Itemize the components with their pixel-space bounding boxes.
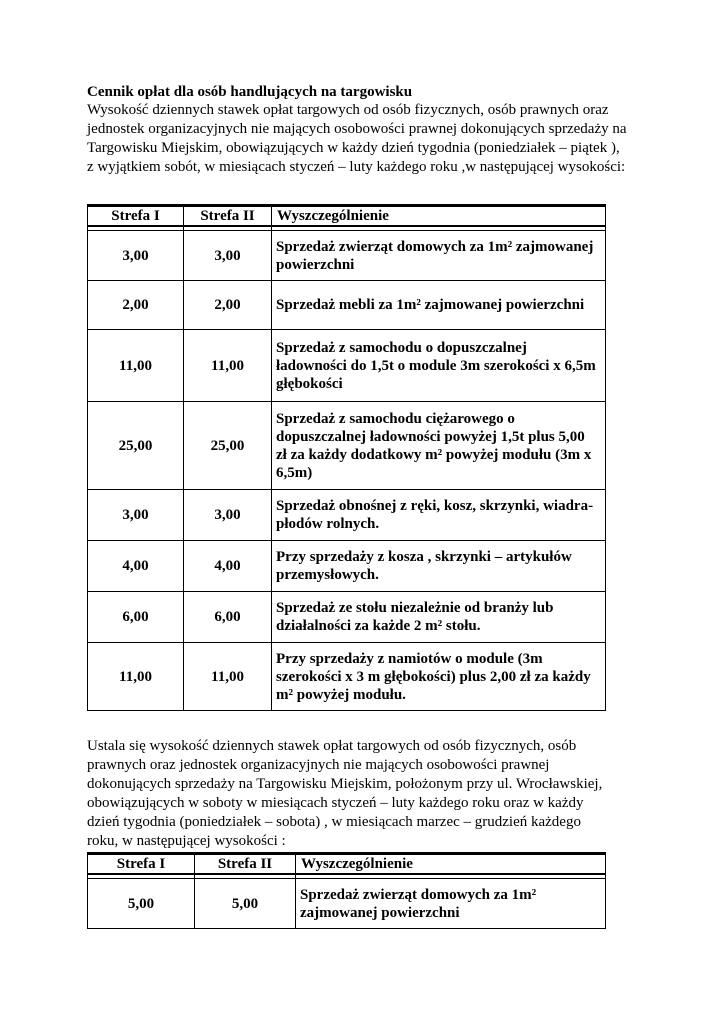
- table-row: [88, 281, 606, 330]
- fee-table-weekends: [87, 852, 606, 929]
- header-description: Wyszczególnienie: [296, 854, 606, 875]
- fee-description: Sprzedaż obnośnej z ręki, kosz, skrzynki, wiadra- płodów rolnych.: [272, 490, 606, 541]
- header-zone-1: Strefa I: [88, 854, 195, 875]
- table-row: [88, 879, 606, 929]
- table-row: [88, 330, 606, 402]
- table-row: [88, 643, 606, 711]
- second-intro-paragraph: Ustala się wysokość dziennych stawek opłat targowych od osób fizycznych, osób prawnych oraz jednostek organizacyjnych nie mających osobowości prawnej dokonujących sprzedaży na Targowisku Miejskim, położonym przy ul. Wrocławskiej, obowiązujących w soboty w miesiącach styczeń – luty każdego roku oraz w każdy dzień tygodnia (poniedziałek – sobota) , w miesiącach marzec – grudzień każdego roku, w następującej wysokości :: [87, 738, 603, 849]
- zone-2-price: 6,00: [184, 592, 272, 643]
- zone-2-price: 25,00: [184, 402, 272, 490]
- zone-1-price: 3,00: [88, 490, 184, 541]
- fee-description: Sprzedaż zwierząt domowych za 1m² zajmowanej powierzchni: [272, 231, 606, 281]
- zone-1-price: 11,00: [88, 330, 184, 402]
- zone-2-price: 2,00: [184, 281, 272, 330]
- table-row: [88, 592, 606, 643]
- table-header-row: [88, 206, 606, 227]
- zone-1-price: 2,00: [88, 281, 184, 330]
- zone-2-price: 3,00: [184, 490, 272, 541]
- fee-description: Sprzedaż z samochodu o dopuszczalnej ładowności do 1,5t o module 3m szerokości x 6,5m głębokości: [272, 330, 606, 402]
- zone-2-price: 11,00: [184, 330, 272, 402]
- document-title: Cennik opłat dla osób handlujących na targowisku: [87, 84, 413, 100]
- table-row: [88, 490, 606, 541]
- intro-paragraph: Wysokość dziennych stawek opłat targowych od osób fizycznych, osób prawnych oraz jednostek organizacyjnych nie mających osobowości prawnej dokonujących sprzedaży na Targowisku Miejskim, obowiązujących w każdy dzień tygodnia (poniedziałek – piątek ), z wyjątkiem sobót, w miesiącach styczeń – luty każdego roku ,w następującej wysokości:: [87, 102, 627, 175]
- table-row: [88, 541, 606, 592]
- header-zone-2: Strefa II: [195, 854, 296, 875]
- fee-description: Przy sprzedaży z kosza , skrzynki – artykułów przemysłowych.: [272, 541, 606, 592]
- header-description: Wyszczególnienie: [272, 206, 606, 227]
- fee-description: Sprzedaż z samochodu ciężarowego o dopuszczalnej ładowności powyżej 1,5t plus 5,00 zł za każdy dodatkowy m² powyżej modułu (3m x 6,5m): [272, 402, 606, 490]
- zone-2-price: 11,00: [184, 643, 272, 711]
- table-row: [88, 231, 606, 281]
- zone-2-price: 5,00: [195, 879, 296, 929]
- fee-description: Sprzedaż zwierząt domowych za 1m² zajmowanej powierzchni: [296, 879, 606, 929]
- zone-2-price: 4,00: [184, 541, 272, 592]
- zone-1-price: 25,00: [88, 402, 184, 490]
- zone-1-price: 4,00: [88, 541, 184, 592]
- header-zone-1: Strefa I: [88, 206, 184, 227]
- fee-description: Sprzedaż ze stołu niezależnie od branży lub działalności za każde 2 m² stołu.: [272, 592, 606, 643]
- zone-1-price: 6,00: [88, 592, 184, 643]
- header-zone-2: Strefa II: [184, 206, 272, 227]
- fee-description: Sprzedaż mebli za 1m² zajmowanej powierzchni: [272, 281, 606, 330]
- fee-table-weekdays: [87, 204, 606, 711]
- zone-1-price: 11,00: [88, 643, 184, 711]
- zone-2-price: 3,00: [184, 231, 272, 281]
- zone-1-price: 3,00: [88, 231, 184, 281]
- fee-description: Przy sprzedaży z namiotów o module (3m szerokości x 3 m głębokości) plus 2,00 zł za każdy m² powyżej modułu.: [272, 643, 606, 711]
- table-header-row: [88, 854, 606, 875]
- zone-1-price: 5,00: [88, 879, 195, 929]
- table-row: [88, 402, 606, 490]
